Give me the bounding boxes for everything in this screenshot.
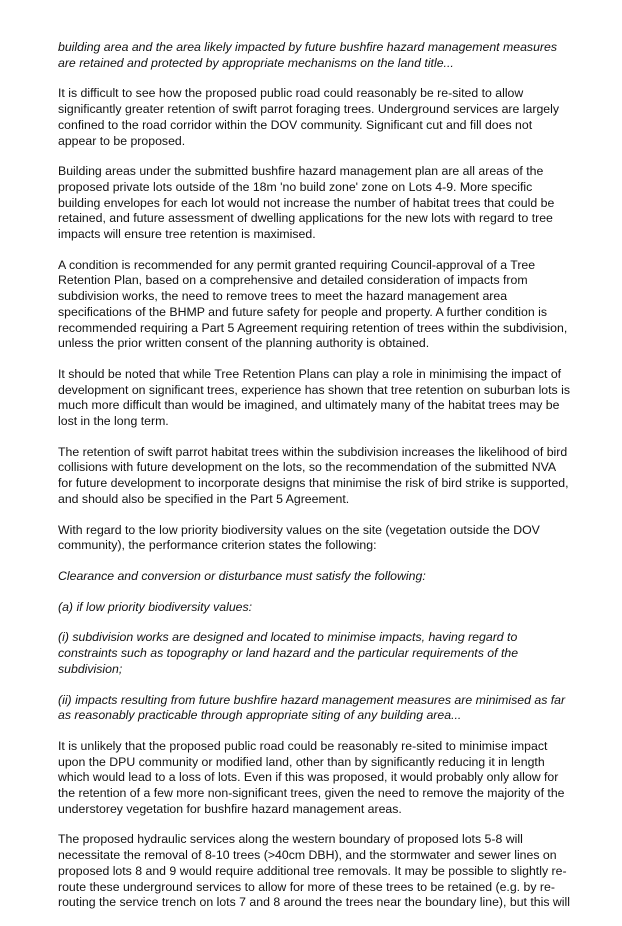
paragraph-8: It is unlikely that the proposed public road could be reasonably re-sited to minimise impact upon the DPU community or modified land, other than by significantly reducing it in length which would lead to a loss of lots. Even if this was proposed, it would probably only allow for the retention of a few more non-significant trees, given the need to remove the majority of the understorey vegetation for bushfire hazard management areas. (58, 738, 565, 816)
paragraph-7: With regard to the low priority biodiversity values on the site (vegetation outside the DOV community), the performance criterion states the following: (58, 522, 540, 553)
paragraph-3: Building areas under the submitted bushfire hazard management plan are all areas of the proposed private lots outside of the 18m 'no build zone' zone on Lots 4-9. More specific building envelopes for each lot would not increase the number of habitat trees that could be retained, and future assessment of dwelling applications for the new lots with regard to tree impacts will ensure tree retention is maximised. (58, 164, 555, 242)
paragraph-2: It is difficult to see how the proposed public road could reasonably be re-sited to allow significantly greater retention of swift parrot foraging trees. Underground services are largely confined to the road corridor within the DOV community. Significant cut and fill does not appear to be proposed. (58, 86, 560, 148)
document-page (58, 40, 572, 926)
quote-clause-i: (i) subdivision works are designed and located to minimise impacts, having regard to constraints such as topography or land hazard and the particular requirements of the subdivision; (58, 630, 519, 676)
paragraph-9: The proposed hydraulic services along the western boundary of proposed lots 5-8 will necessitate the removal of 8-10 trees (>40cm DBH), and the stormwater and sewer lines on proposed lots 8 and 9 would require additional tree removals. It may be possible to slightly re-route these underground services to allow for more of these trees to be retained (e.g. by re-routing the service trench on lots 7 and 8 around the trees near the boundary line), but this will (58, 832, 570, 910)
quote-clearance: Clearance and conversion or disturbance must satisfy the following: (58, 568, 426, 583)
paragraph-5: It should be noted that while Tree Retention Plans can play a role in minimising the impact of development on significant trees, experience has shown that tree retention on suburban lots is much more difficult than would be imagined, and ultimately many of the habitat trees may be lost in the long term. (58, 366, 570, 429)
quote-clause-ii: (ii) impacts resulting from future bushfire hazard management measures are minimised as far as reasonably practicable through appropriate siting of any building area... (58, 692, 566, 723)
paragraph-6: The retention of swift parrot habitat trees within the subdivision increases the likelihood of bird collisions with future development on the lots, so the recommendation of the submitted NVA for future development to incorporate designs that minimise the risk of bird strike is supported, and should also be specified in the Part 5 Agreement. (58, 444, 569, 506)
paragraph-1: building area and the area likely impacted by future bushfire hazard management measures are retained and protected by appropriate mechanisms on the land title... (58, 40, 557, 70)
quote-clause-a: (a) if low priority biodiversity values: (58, 599, 253, 614)
paragraph-4: A condition is recommended for any permit granted requiring Council-approval of a Tree Retention Plan, based on a comprehensive and detailed consideration of impacts from subdivision works, the need to remove trees to meet the hazard management area specifications of the BHMP and future safety for people and property. A further condition is recommended requiring a Part 5 Agreement requiring retention of trees within the subdivision, unless the prior written consent of the planning authority is obtained. (58, 257, 568, 351)
